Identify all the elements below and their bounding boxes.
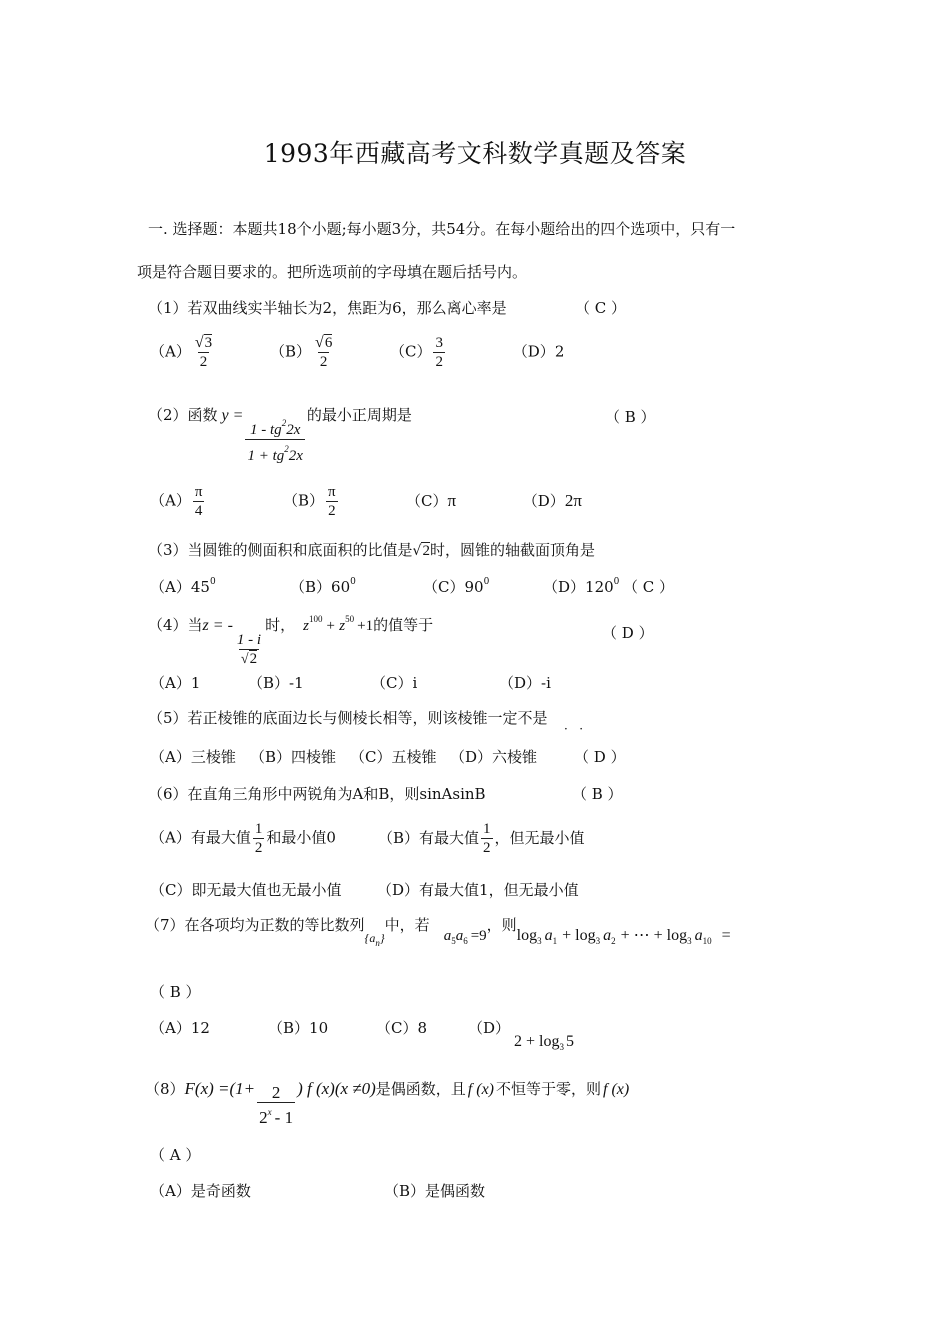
q1-option-d: （D）2 (512, 342, 565, 361)
q6-option-a: （A）有最大值 $\frac{1}{2}$ 和最小值0 (150, 821, 336, 856)
q7-option-d: $(D)2 + \log_3 5$ (468, 1019, 574, 1052)
q7-options (150, 1017, 574, 1052)
q2-options (150, 483, 582, 520)
q8-options (150, 1180, 485, 1201)
q7-answer: （ B ） (150, 983, 201, 1001)
q6-answer: （ B ） (572, 785, 623, 803)
q4-options (150, 672, 551, 693)
q3-option-b: $(B)60^0$ (290, 577, 356, 596)
q4-option-c: （C）i (371, 674, 418, 692)
q5-option-c: （C）五棱锥 (350, 748, 437, 766)
q4-option-d: （D）-i (499, 674, 551, 692)
q3-stem: （3）当圆锥的侧面积和底面积的比值是√2时，圆锥的轴截面顶角是 (148, 541, 595, 559)
q7-stem: （7）在各项均为正数的等比数列$_{\{a_n\}}$中，若$a_5a_6 =9$，则$\log_3 a_1 + \log_3 a_2$ + ⋯ + $\log_3 a_{10}$ = (145, 916, 731, 948)
q3-options (150, 576, 674, 597)
q7-option-a: （A）12 (150, 1019, 210, 1037)
q8-option-b: （B）是偶函数 (384, 1182, 486, 1200)
q3-option-a: $(A)45^0$ (150, 577, 216, 596)
q1-option-a: （A） $\frac{√3}{2}$ (150, 334, 213, 370)
q2-option-a: （A） $\frac{\pi}{4}$ (150, 484, 203, 519)
q7-option-b: （B）10 (268, 1019, 329, 1037)
q4-option-b: （B）-1 (248, 674, 304, 692)
q4-option-a: （A）1 (150, 674, 201, 692)
q4-stem: （4）当z = - $\frac{1 - i}{√2}$ 时， $z^{100} + z^{50} +1$的值等于 (148, 614, 434, 667)
emphasis-dots: · · (564, 722, 584, 736)
q5-option-b: （B）四棱锥 (250, 748, 337, 766)
q3-option-c: $(C)90^0$ (423, 577, 490, 596)
q8-option-a: （A）是奇函数 (150, 1182, 251, 1200)
page-title: 1993年西藏高考文科数学真题及答案 (263, 139, 687, 168)
q2-answer: （ B ） (605, 408, 656, 426)
q4-answer: （ D ） (602, 624, 654, 642)
q6-options-ab (150, 820, 585, 857)
q5-stem: （5）若正棱锥的底面边长与侧棱长相等，则该棱锥一定不是 (148, 709, 548, 727)
q5-option-d: （D）六棱锥 (450, 748, 538, 766)
q6-option-d: （D）有最大值1，但无最小值 (377, 881, 579, 899)
q1-option-c: （C） $\frac{3}{2}$ (390, 335, 443, 370)
q2-option-c: （C）π (406, 490, 457, 510)
q8-stem: （8）F(x) =(1+ $\frac{2}{2^x - 1}$ ) f (x)(x ≠0)是偶函数，且 f (x) 不恒等于零，则 f (x) (145, 1079, 630, 1127)
q2-option-b: （B） $\frac{\pi}{2}$ (283, 484, 336, 519)
q2-stem: （2）函数 y = $\frac{1 - tg^22x}{1 + tg^22x}$ 的最小正周期是 (148, 406, 412, 464)
q3-answer: （ C ） (623, 578, 675, 596)
q5-answer: （ D ） (574, 748, 626, 766)
q6-option-b: （B）有最大值 $\frac{1}{2}$ ，但无最小值 (378, 821, 585, 856)
section-intro-line2: 项是符合题目要求的。把所选项前的字母填在题后括号内。 (137, 263, 528, 281)
q3-option-d: $(D)120^0$ (543, 577, 620, 596)
section-intro-line1: 一. 选择题：本题共18个小题;每小题3分，共54分。在每小题给出的四个选项中，只有一 (148, 220, 736, 238)
q6-option-c: （C）即无最大值也无最小值 (150, 881, 342, 899)
q6-options-cd (150, 879, 579, 900)
q2-option-d: （D）2π (522, 490, 582, 510)
q1-stem: （1）若双曲线实半轴长为2，焦距为6，那么离心率是 (148, 299, 507, 317)
q7-option-c: （C）8 (376, 1019, 428, 1037)
q5-options (150, 746, 626, 767)
q5-option-a: （A）三棱锥 (150, 748, 236, 766)
q8-answer: （ A ） (150, 1146, 201, 1164)
q1-answer: （ C ） (575, 299, 627, 317)
q6-stem: （6）在直角三角形中两锐角为A和B，则sinAsinB (148, 785, 486, 803)
q1-option-b: （B） $\frac{√6}{2}$ (270, 334, 333, 370)
q1-options (150, 334, 564, 371)
